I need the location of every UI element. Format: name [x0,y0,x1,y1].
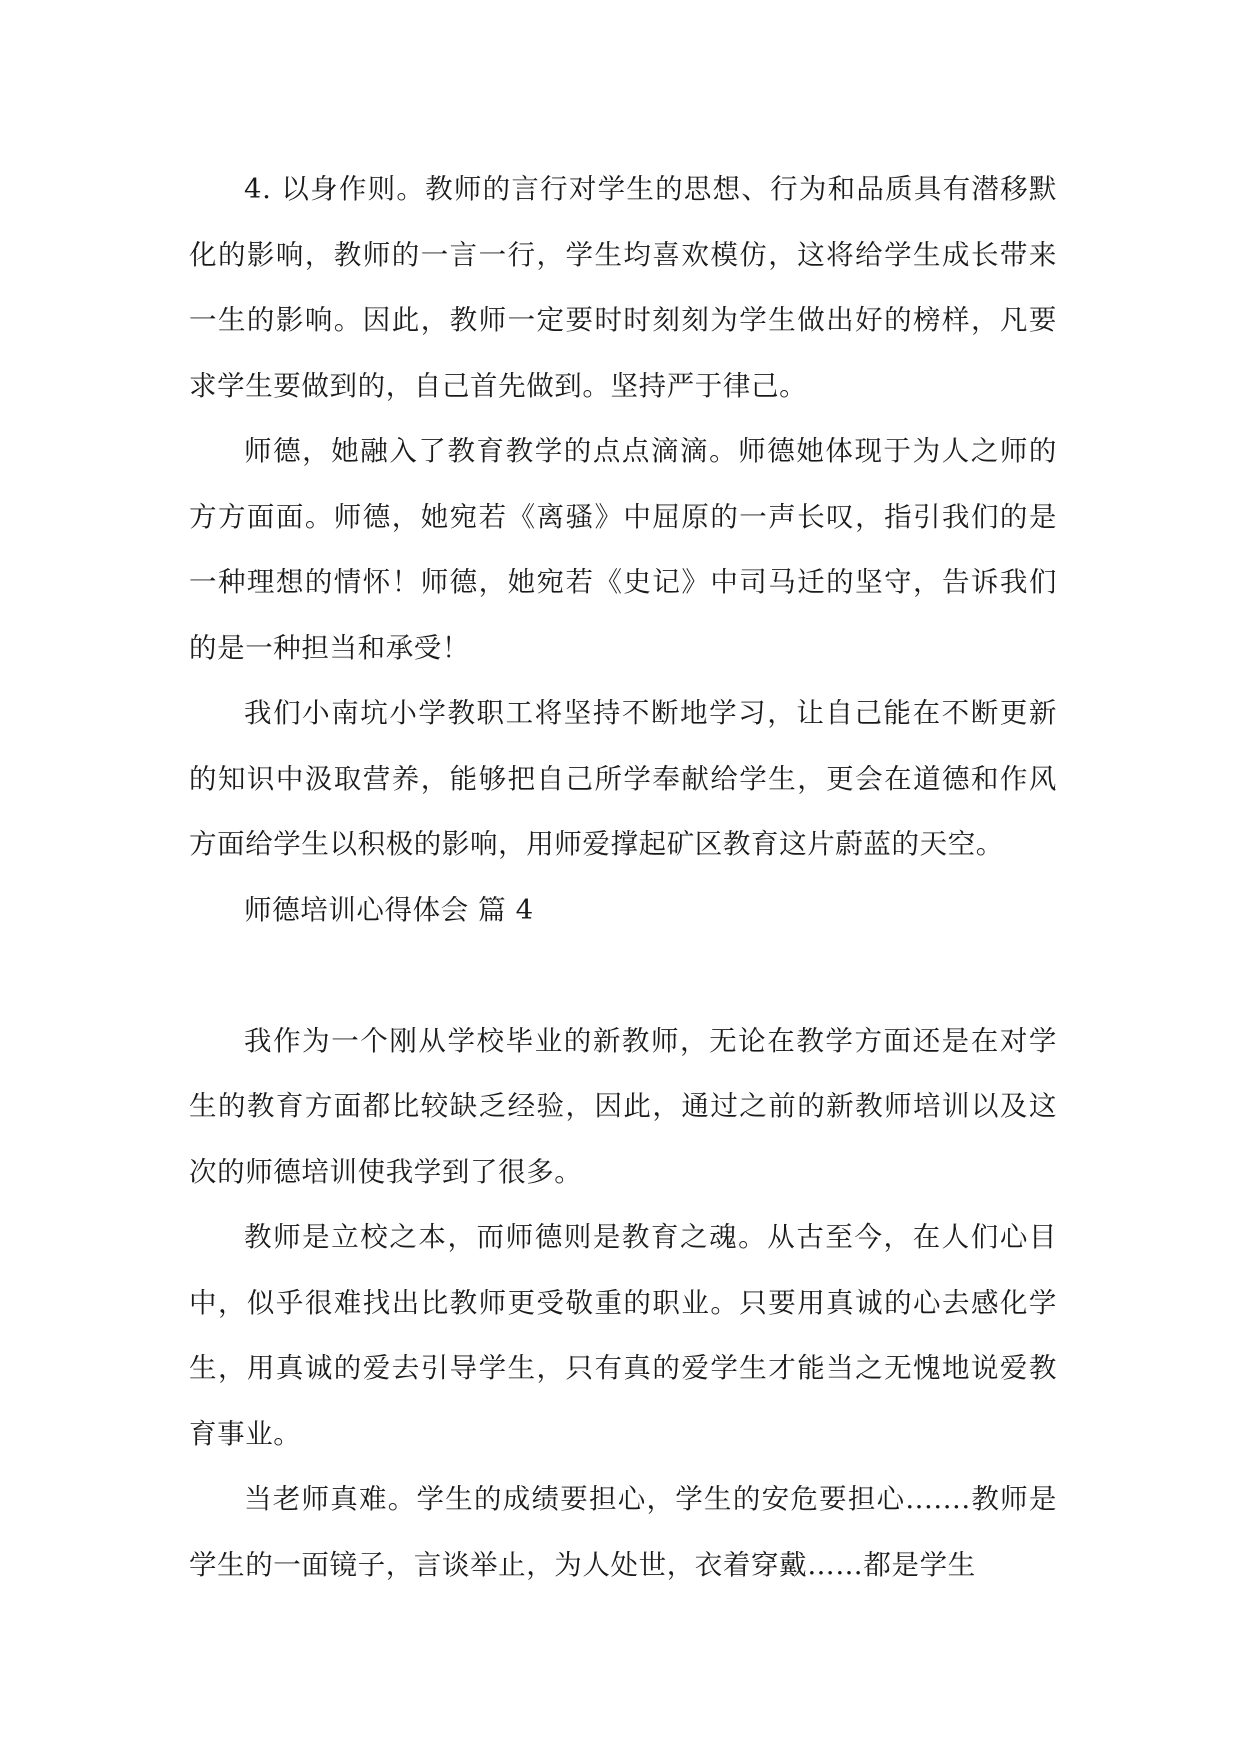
paragraph-teacher-ethics: 师德，她融入了教育教学的点点滴滴。师德她体现于为人之师的方方面面。师德，她宛若《离骚》中屈原的一声长叹，指引我们的是一种理想的情怀！师德，她宛若《史记》中司马迁的坚守，告诉我们的是一种担当和承受！ [189,435,1057,664]
section-heading: 师德培训心得体会 篇 4 [244,893,534,926]
paragraph-continuous-learning: 我们小南坑小学教职工将坚持不断地学习，让自己能在不断更新的知识中汲取营养，能够把自己所学奉献给学生，更会在道德和作风方面给学生以积极的影响，用师爱撑起矿区教育这片蔚蓝的天空。 [189,697,1057,860]
paragraph-lead-by-example: 4. 以身作则。教师的言行对学生的思想、行为和品质具有潜移默化的影响，教师的一言一行，学生均喜欢模仿，这将给学生成长带来一生的影响。因此，教师一定要时时刻刻为学生做出好的榜样，凡要求学生要做到的，自己首先做到。坚持严于律己。 [189,173,1057,402]
paragraph-foundation-of-school: 教师是立校之本，而师德则是教育之魂。从古至今，在人们心目中，似乎很难找出比教师更受敬重的职业。只要用真诚的心去感化学生，用真诚的爱去引导学生，只有真的爱学生才能当之无愧地说爱教育事业。 [189,1221,1057,1450]
document-body [189,157,1057,1598]
section-spacer [189,943,1057,1009]
paragraph-being-a-teacher: 当老师真难。学生的成绩要担心，学生的安危要担心.......教师是学生的一面镜子，言谈举止，为人处世，衣着穿戴……都是学生 [189,1483,1057,1581]
paragraph-new-teacher: 我作为一个刚从学校毕业的新教师，无论在教学方面还是在对学生的教育方面都比较缺乏经验，因此，通过之前的新教师培训以及这次的师德培训使我学到了很多。 [189,1024,1057,1188]
